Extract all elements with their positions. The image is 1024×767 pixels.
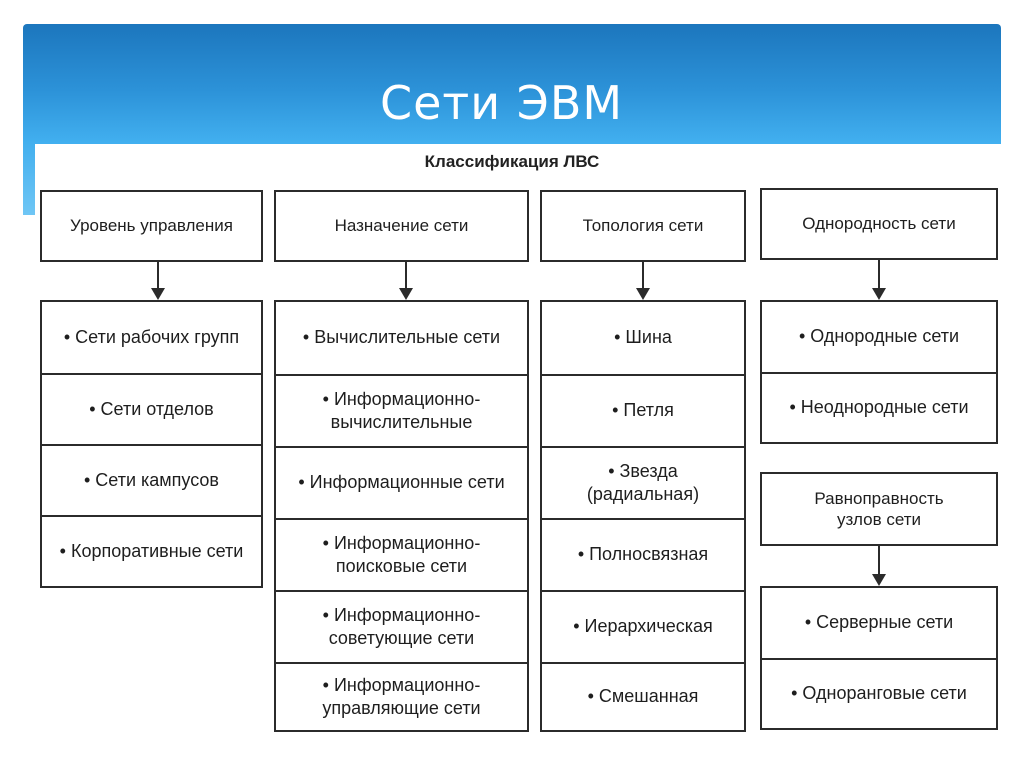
list-item: • Одноранговые сети xyxy=(762,658,996,728)
header-network-purpose-label: Назначение сети xyxy=(334,216,469,236)
list-item: • Сети отделов xyxy=(42,373,261,444)
header-homogeneity-label: Однородность сети xyxy=(802,214,956,234)
list-item: • Информационные сети xyxy=(276,446,527,518)
list-item: • Информационно- советующие сети xyxy=(276,590,527,662)
list-item: • Информационно- поисковые сети xyxy=(276,518,527,590)
list-item: • Звезда (радиальная) xyxy=(542,446,744,518)
header-node-equality xyxy=(760,472,998,546)
header-homogeneity xyxy=(760,188,998,260)
header-control-level-label: Уровень управления xyxy=(70,216,233,236)
list-item: • Вычислительные сети xyxy=(302,327,501,348)
list-item: • Информационно- управляющие сети xyxy=(276,662,527,730)
list-node-equality xyxy=(760,586,998,730)
list-network-purpose xyxy=(274,300,529,732)
arrow-down-icon xyxy=(869,546,889,588)
list-item: • Иерархическая xyxy=(542,590,744,662)
arrow-down-icon xyxy=(396,262,416,302)
header-control-level xyxy=(40,190,263,262)
list-item: • Однородные сети xyxy=(798,326,960,347)
list-control-level xyxy=(40,300,263,588)
list-item: • Смешанная xyxy=(542,662,744,730)
list-item: • Сети кампусов xyxy=(42,444,261,515)
header-topology-label: Топология сети xyxy=(582,216,704,236)
list-topology xyxy=(540,300,746,732)
list-item: • Серверные сети xyxy=(804,612,954,633)
arrow-down-icon xyxy=(869,260,889,302)
diagram-title: Классификация ЛВС xyxy=(424,152,600,171)
header-topology xyxy=(540,190,746,262)
list-item: • Информационно- вычислительные xyxy=(276,374,527,446)
slide-title: Сети ЭВМ xyxy=(380,76,624,130)
list-item: • Шина xyxy=(614,327,672,348)
header-network-purpose xyxy=(274,190,529,262)
list-item: • Корпоративные сети xyxy=(42,515,261,586)
list-item: • Неоднородные сети xyxy=(762,372,996,442)
arrow-down-icon xyxy=(148,262,168,302)
list-homogeneity xyxy=(760,300,998,444)
list-item: • Полносвязная xyxy=(542,518,744,590)
header-node-equality-label: Равноправность узлов сети xyxy=(814,488,944,529)
list-item: • Сети рабочих групп xyxy=(63,326,240,347)
list-item: • Петля xyxy=(542,374,744,446)
arrow-down-icon xyxy=(633,262,653,302)
